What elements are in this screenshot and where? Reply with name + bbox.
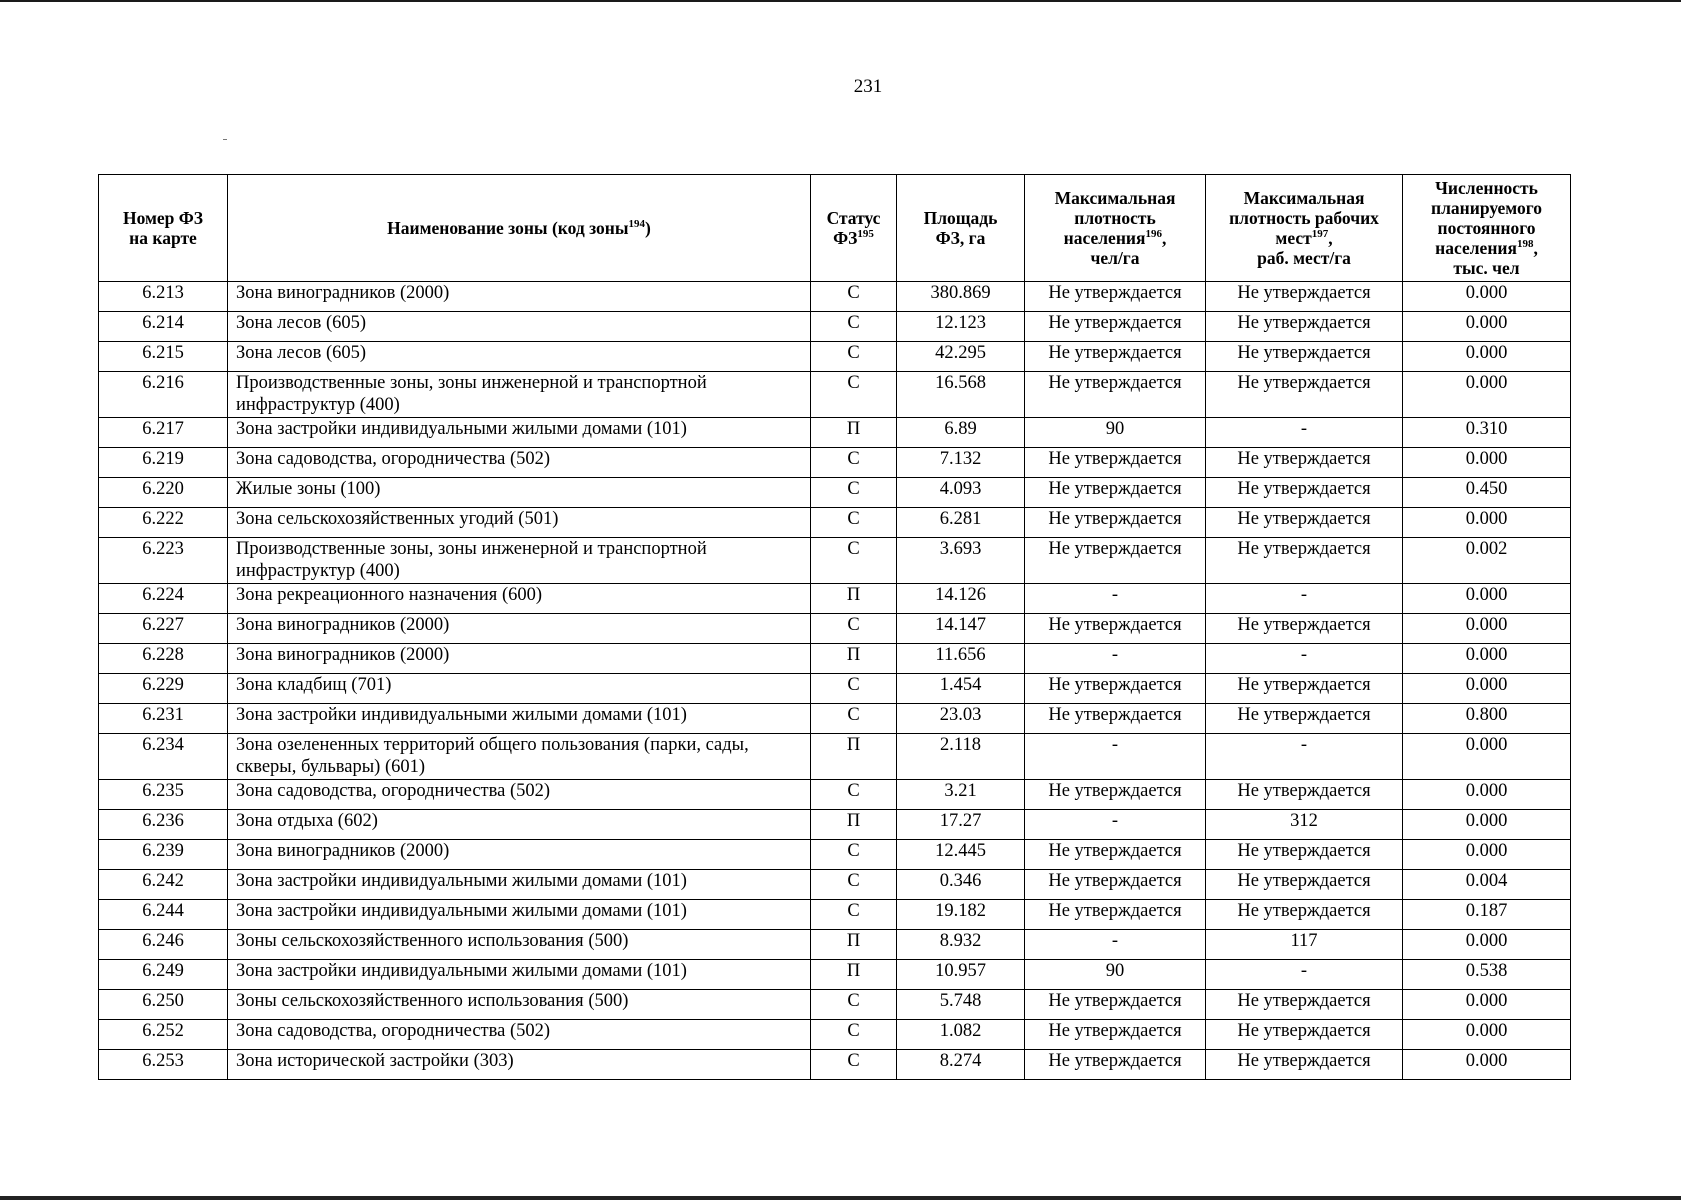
cell-status: С (811, 674, 897, 704)
cell-area: 380.869 (897, 282, 1025, 312)
cell-status: С (811, 780, 897, 810)
cell-area: 4.093 (897, 478, 1025, 508)
cell-population-density: Не утверждается (1025, 870, 1206, 900)
cell-zone-name: Зона сельскохозяйственных угодий (501) (228, 508, 811, 538)
table-row (99, 734, 1571, 780)
cell-map-number: 6.228 (99, 644, 228, 674)
cell-area: 8.932 (897, 930, 1025, 960)
cell-planned-population: 0.000 (1403, 644, 1571, 674)
table-row (99, 312, 1571, 342)
cell-map-number: 6.213 (99, 282, 228, 312)
cell-zone-name: Зона застройки индивидуальными жилыми домами (101) (228, 960, 811, 990)
cell-job-density: - (1206, 734, 1403, 780)
cell-status: С (811, 990, 897, 1020)
cell-zone-name: Зоны сельскохозяйственного использования (500) (228, 990, 811, 1020)
cell-map-number: 6.217 (99, 418, 228, 448)
table-row (99, 372, 1571, 418)
cell-area: 8.274 (897, 1050, 1025, 1080)
table-row (99, 448, 1571, 478)
cell-population-density: Не утверждается (1025, 780, 1206, 810)
header-planned-population: Численность планируемого постоянного населения$^{198}$, тыс. чел (1403, 175, 1571, 282)
header-job-density: Максимальная плотность рабочих мест$^{197}$, раб. мест/га (1206, 175, 1403, 282)
scan-edge-top (0, 0, 1681, 2)
cell-area: 1.082 (897, 1020, 1025, 1050)
cell-area: 11.656 (897, 644, 1025, 674)
cell-status: П (811, 418, 897, 448)
cell-zone-name: Зоны сельскохозяйственного использования (500) (228, 930, 811, 960)
cell-planned-population: 0.000 (1403, 780, 1571, 810)
cell-population-density: Не утверждается (1025, 614, 1206, 644)
scan-speck (223, 139, 227, 140)
cell-map-number: 6.249 (99, 960, 228, 990)
cell-planned-population: 0.000 (1403, 1020, 1571, 1050)
table-row (99, 990, 1571, 1020)
cell-status: П (811, 584, 897, 614)
cell-map-number: 6.235 (99, 780, 228, 810)
cell-job-density: Не утверждается (1206, 990, 1403, 1020)
cell-zone-name: Зона озелененных территорий общего пользования (парки, сады, скверы, бульвары) (601) (228, 734, 811, 780)
cell-map-number: 6.252 (99, 1020, 228, 1050)
cell-zone-name: Зона виноградников (2000) (228, 614, 811, 644)
cell-area: 16.568 (897, 372, 1025, 418)
header-status: Статус ФЗ$^{195}$ (811, 175, 897, 282)
cell-area: 10.957 (897, 960, 1025, 990)
cell-population-density: - (1025, 584, 1206, 614)
cell-population-density: Не утверждается (1025, 674, 1206, 704)
cell-zone-name: Зона садоводства, огородничества (502) (228, 780, 811, 810)
cell-zone-name: Зона отдыха (602) (228, 810, 811, 840)
table-row (99, 840, 1571, 870)
cell-zone-name: Жилые зоны (100) (228, 478, 811, 508)
cell-job-density: Не утверждается (1206, 372, 1403, 418)
cell-map-number: 6.244 (99, 900, 228, 930)
cell-area: 2.118 (897, 734, 1025, 780)
cell-status: С (811, 704, 897, 734)
cell-planned-population: 0.000 (1403, 312, 1571, 342)
cell-planned-population: 0.450 (1403, 478, 1571, 508)
zones-table-body (99, 282, 1571, 1080)
table-row (99, 1020, 1571, 1050)
cell-map-number: 6.253 (99, 1050, 228, 1080)
cell-zone-name: Зона застройки индивидуальными жилыми домами (101) (228, 870, 811, 900)
table-row (99, 614, 1571, 644)
cell-zone-name: Зона садоводства, огородничества (502) (228, 1020, 811, 1050)
cell-map-number: 6.227 (99, 614, 228, 644)
cell-job-density: Не утверждается (1206, 674, 1403, 704)
cell-area: 14.126 (897, 584, 1025, 614)
table-row (99, 508, 1571, 538)
cell-job-density: Не утверждается (1206, 312, 1403, 342)
cell-map-number: 6.220 (99, 478, 228, 508)
cell-job-density: 117 (1206, 930, 1403, 960)
cell-map-number: 6.242 (99, 870, 228, 900)
cell-job-density: Не утверждается (1206, 614, 1403, 644)
cell-population-density: 90 (1025, 418, 1206, 448)
header-area: Площадь ФЗ, га (897, 175, 1025, 282)
cell-job-density: Не утверждается (1206, 448, 1403, 478)
table-row (99, 644, 1571, 674)
cell-population-density: Не утверждается (1025, 478, 1206, 508)
cell-area: 42.295 (897, 342, 1025, 372)
cell-population-density: Не утверждается (1025, 312, 1206, 342)
cell-job-density: Не утверждается (1206, 780, 1403, 810)
cell-map-number: 6.246 (99, 930, 228, 960)
cell-map-number: 6.224 (99, 584, 228, 614)
cell-zone-name: Зона лесов (605) (228, 342, 811, 372)
cell-population-density: - (1025, 930, 1206, 960)
cell-zone-name: Производственные зоны, зоны инженерной и транспортной инфраструктур (400) (228, 372, 811, 418)
cell-status: П (811, 734, 897, 780)
cell-zone-name: Зона виноградников (2000) (228, 282, 811, 312)
cell-population-density: Не утверждается (1025, 508, 1206, 538)
cell-zone-name: Зона виноградников (2000) (228, 644, 811, 674)
cell-map-number: 6.250 (99, 990, 228, 1020)
header-map-number: Номер ФЗ на карте (99, 175, 228, 282)
cell-status: П (811, 810, 897, 840)
cell-job-density: Не утверждается (1206, 478, 1403, 508)
cell-status: С (811, 478, 897, 508)
cell-planned-population: 0.002 (1403, 538, 1571, 584)
cell-job-density: - (1206, 418, 1403, 448)
cell-planned-population: 0.000 (1403, 930, 1571, 960)
cell-map-number: 6.219 (99, 448, 228, 478)
cell-status: С (811, 840, 897, 870)
cell-population-density: - (1025, 810, 1206, 840)
cell-status: П (811, 930, 897, 960)
header-row (99, 175, 1571, 282)
cell-zone-name: Зона исторической застройки (303) (228, 1050, 811, 1080)
cell-planned-population: 0.538 (1403, 960, 1571, 990)
table-row (99, 900, 1571, 930)
cell-population-density: Не утверждается (1025, 282, 1206, 312)
cell-job-density: Не утверждается (1206, 538, 1403, 584)
cell-map-number: 6.216 (99, 372, 228, 418)
table-row (99, 282, 1571, 312)
cell-map-number: 6.215 (99, 342, 228, 372)
cell-zone-name: Зона лесов (605) (228, 312, 811, 342)
cell-population-density: Не утверждается (1025, 840, 1206, 870)
cell-population-density: Не утверждается (1025, 342, 1206, 372)
zones-table (98, 174, 1571, 1080)
cell-map-number: 6.234 (99, 734, 228, 780)
cell-area: 5.748 (897, 990, 1025, 1020)
cell-population-density: Не утверждается (1025, 1050, 1206, 1080)
cell-planned-population: 0.000 (1403, 810, 1571, 840)
cell-planned-population: 0.000 (1403, 674, 1571, 704)
cell-planned-population: 0.000 (1403, 1050, 1571, 1080)
cell-area: 3.21 (897, 780, 1025, 810)
cell-zone-name: Зона садоводства, огородничества (502) (228, 448, 811, 478)
page-number: 231 (853, 76, 883, 97)
cell-planned-population: 0.000 (1403, 840, 1571, 870)
cell-population-density: Не утверждается (1025, 1020, 1206, 1050)
cell-status: С (811, 538, 897, 584)
cell-zone-name: Зона кладбищ (701) (228, 674, 811, 704)
cell-job-density: Не утверждается (1206, 508, 1403, 538)
cell-status: С (811, 282, 897, 312)
cell-job-density: Не утверждается (1206, 1020, 1403, 1050)
cell-job-density: 312 (1206, 810, 1403, 840)
table-row (99, 1050, 1571, 1080)
cell-job-density: Не утверждается (1206, 900, 1403, 930)
table-row (99, 674, 1571, 704)
cell-area: 6.89 (897, 418, 1025, 448)
table-row (99, 704, 1571, 734)
cell-job-density: Не утверждается (1206, 282, 1403, 312)
cell-area: 6.281 (897, 508, 1025, 538)
cell-area: 14.147 (897, 614, 1025, 644)
cell-status: С (811, 870, 897, 900)
cell-population-density: Не утверждается (1025, 704, 1206, 734)
cell-status: С (811, 1020, 897, 1050)
cell-job-density: - (1206, 644, 1403, 674)
cell-status: С (811, 1050, 897, 1080)
cell-map-number: 6.239 (99, 840, 228, 870)
cell-zone-name: Зона застройки индивидуальными жилыми домами (101) (228, 418, 811, 448)
cell-planned-population: 0.000 (1403, 342, 1571, 372)
cell-area: 1.454 (897, 674, 1025, 704)
cell-area: 12.445 (897, 840, 1025, 870)
cell-map-number: 6.229 (99, 674, 228, 704)
cell-job-density: Не утверждается (1206, 870, 1403, 900)
table-row (99, 930, 1571, 960)
cell-job-density: Не утверждается (1206, 342, 1403, 372)
cell-area: 0.346 (897, 870, 1025, 900)
cell-area: 23.03 (897, 704, 1025, 734)
cell-map-number: 6.214 (99, 312, 228, 342)
cell-planned-population: 0.310 (1403, 418, 1571, 448)
cell-planned-population: 0.000 (1403, 734, 1571, 780)
cell-planned-population: 0.000 (1403, 448, 1571, 478)
cell-status: С (811, 508, 897, 538)
cell-planned-population: 0.000 (1403, 614, 1571, 644)
cell-status: П (811, 960, 897, 990)
scan-edge-bottom (0, 1196, 1681, 1200)
cell-job-density: - (1206, 960, 1403, 990)
cell-status: С (811, 448, 897, 478)
cell-map-number: 6.231 (99, 704, 228, 734)
cell-map-number: 6.222 (99, 508, 228, 538)
cell-population-density: Не утверждается (1025, 900, 1206, 930)
cell-planned-population: 0.000 (1403, 584, 1571, 614)
cell-planned-population: 0.000 (1403, 508, 1571, 538)
cell-area: 19.182 (897, 900, 1025, 930)
cell-planned-population: 0.800 (1403, 704, 1571, 734)
cell-population-density: Не утверждается (1025, 990, 1206, 1020)
cell-map-number: 6.236 (99, 810, 228, 840)
cell-planned-population: 0.000 (1403, 372, 1571, 418)
cell-population-density: - (1025, 734, 1206, 780)
cell-zone-name: Зона виноградников (2000) (228, 840, 811, 870)
cell-area: 17.27 (897, 810, 1025, 840)
table-row (99, 584, 1571, 614)
cell-population-density: Не утверждается (1025, 372, 1206, 418)
cell-job-density: Не утверждается (1206, 840, 1403, 870)
cell-population-density: Не утверждается (1025, 538, 1206, 584)
header-zone-name: Наименование зоны (код зоны$^{194}$) (228, 175, 811, 282)
cell-map-number: 6.223 (99, 538, 228, 584)
cell-population-density: 90 (1025, 960, 1206, 990)
cell-planned-population: 0.187 (1403, 900, 1571, 930)
cell-area: 3.693 (897, 538, 1025, 584)
cell-zone-name: Зона застройки индивидуальными жилыми домами (101) (228, 704, 811, 734)
table-row (99, 780, 1571, 810)
cell-population-density: - (1025, 644, 1206, 674)
header-population-density: Максимальная плотность населения$^{196}$, чел/га (1025, 175, 1206, 282)
cell-zone-name: Производственные зоны, зоны инженерной и транспортной инфраструктур (400) (228, 538, 811, 584)
cell-zone-name: Зона застройки индивидуальными жилыми домами (101) (228, 900, 811, 930)
cell-area: 7.132 (897, 448, 1025, 478)
cell-job-density: Не утверждается (1206, 1050, 1403, 1080)
table-row (99, 960, 1571, 990)
cell-job-density: Не утверждается (1206, 704, 1403, 734)
cell-status: С (811, 900, 897, 930)
cell-status: С (811, 342, 897, 372)
cell-population-density: Не утверждается (1025, 448, 1206, 478)
table-row (99, 342, 1571, 372)
table-row (99, 810, 1571, 840)
table-row (99, 538, 1571, 584)
table-row (99, 870, 1571, 900)
cell-status: С (811, 312, 897, 342)
table-row (99, 418, 1571, 448)
table-row (99, 478, 1571, 508)
cell-zone-name: Зона рекреационного назначения (600) (228, 584, 811, 614)
cell-status: С (811, 614, 897, 644)
cell-planned-population: 0.000 (1403, 990, 1571, 1020)
cell-status: С (811, 372, 897, 418)
cell-planned-population: 0.004 (1403, 870, 1571, 900)
cell-status: П (811, 644, 897, 674)
cell-area: 12.123 (897, 312, 1025, 342)
cell-job-density: - (1206, 584, 1403, 614)
cell-planned-population: 0.000 (1403, 282, 1571, 312)
